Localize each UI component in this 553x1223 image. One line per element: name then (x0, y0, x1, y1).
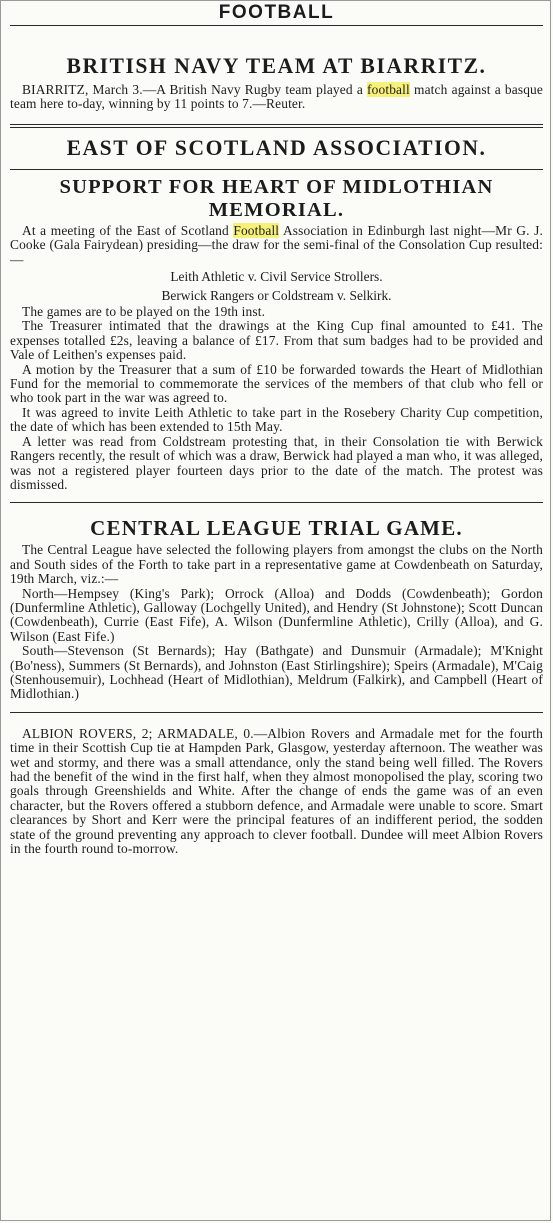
subhead-line-2: MEMORIAL. (208, 198, 345, 221)
headline-navy: BRITISH NAVY TEAM AT BIARRITZ. (66, 53, 487, 78)
headline-central-league: CENTRAL LEAGUE TRIAL GAME. (90, 516, 463, 541)
paragraph-north: North—Hempsey (King's Park); Orrock (Alloa) and Dodds (Cowdenbeath); Gordon (Dunfermline Athletic), Galloway (Lochgelly United), and Hendry (St Johnstone); Scott Duncan (Cowdenbeath), Currie (East Fife), A. Wilson (Dunfermline Athletic), Crilly (Alloa), and G. Wilson (East Fife.) (10, 585, 543, 644)
section-rule (10, 712, 543, 713)
newspaper-clipping (4, 0, 549, 856)
column-title: FOOTBALL (218, 2, 335, 23)
subhead-line-1: SUPPORT FOR HEART OF MIDLOTHIAN (59, 175, 494, 198)
section-rule (10, 502, 543, 503)
headline-east-scotland: EAST OF SCOTLAND ASSOCIATION. (66, 134, 487, 160)
paragraph: A letter was read from Coldstream protesting that, in their Consolation tie with Berwick Rangers recently, the result of which was a draw, Berwick had played a man who, it was alleged, was not a registered player fourteen days prior to the date of the match. The protest was dismissed. (10, 433, 543, 492)
article-east-scotland (10, 134, 543, 493)
subhead-rule (10, 169, 543, 170)
title-rule (10, 25, 543, 26)
highlighted-term: football (367, 82, 410, 97)
text-segment: At a meeting of the East of Scotland (22, 222, 234, 238)
paragraph-south: South—Stevenson (St Bernards); Hay (Bathgate) and Dunsmuir (Armadale); M'Knight (Bo'ness), Summers (St Bernards), and Johnston (East Stirlingshire); Speirs (Armadale), M'Caig (Stenhousemuir), Lochhead (Heart of Midlothian), Meldrum (Falkirk), and Campbell (Heart of Midlothian.) (10, 643, 543, 702)
paragraph: The games are to be played on the 19th inst. (22, 304, 266, 320)
article-albion-armadale (10, 727, 543, 857)
text-segment: Association in Edinburgh last night—Mr G. J. Cooke (Gala Fairydean) presiding—the draw for the semi-final of the Consolation Cup resulted:— (10, 222, 543, 267)
highlighted-term: Football (233, 222, 280, 238)
text-segment: BIARRITZ, March 3.—A British Navy Rugby team played a (22, 82, 368, 97)
paragraph-match-report: ALBION ROVERS, 2; ARMADALE, 0.—Albion Rovers and Armadale met for the fourth time in their Scottish Cup tie at Hampden Park, Glasgow, yesterday afternoon. The weather was wet and stormy, and there was a small attendance, only the stand being well filled. The Rovers had the benefit of the wind in the first half, when they almost monopolised the play, scoring two goals through Greenshields and White. After the change of ends the game was of an even character, but the Rovers offered a stubborn defence, and Armadale were unable to score. Smart clearances by Short and Kerr were the principal features of an indifferent period, the sodden state of the ground preventing any approach to clever football. Dundee will meet Albion Rovers in the fourth round to-morrow. (10, 725, 543, 857)
paragraph: A motion by the Treasurer that a sum of £10 be forwarded towards the Heart of Midlothian Fund for the memorial to commemorate the services of the members of that club who fell or who took part in the war was agreed to. (10, 361, 543, 406)
article-navy-biarritz (10, 52, 543, 112)
paragraph-intro (10, 224, 543, 267)
paragraph-navy (10, 83, 543, 112)
draw-line-2: Berwick Rangers or Coldstream v. Selkirk. (161, 288, 392, 304)
paragraph: The Central League have selected the following players from amongst the clubs on the North and South sides of the Forth to take part in a representative game at Cowdenbeath on Saturday, 19th March, viz.:— (10, 542, 543, 587)
paragraph: It was agreed to invite Leith Athletic to take part in the Rosebery Charity Cup competition, the date of which has been extended to 15th May. (10, 404, 543, 435)
draw-line-1: Leith Athletic v. Civil Service Strollers. (170, 269, 383, 285)
section-rule (10, 124, 543, 128)
paragraph: The Treasurer intimated that the drawings at the King Cup final amounted to £41. The expenses totalled £2s, leaving a balance of £17. From that sum badges had to be provided and Vale of Leithen's expenses paid. (10, 318, 543, 363)
text-segment: match against a basque team here to-day, winning by 11 points to 7.—Reuter. (10, 82, 543, 112)
article-central-league (10, 517, 543, 701)
